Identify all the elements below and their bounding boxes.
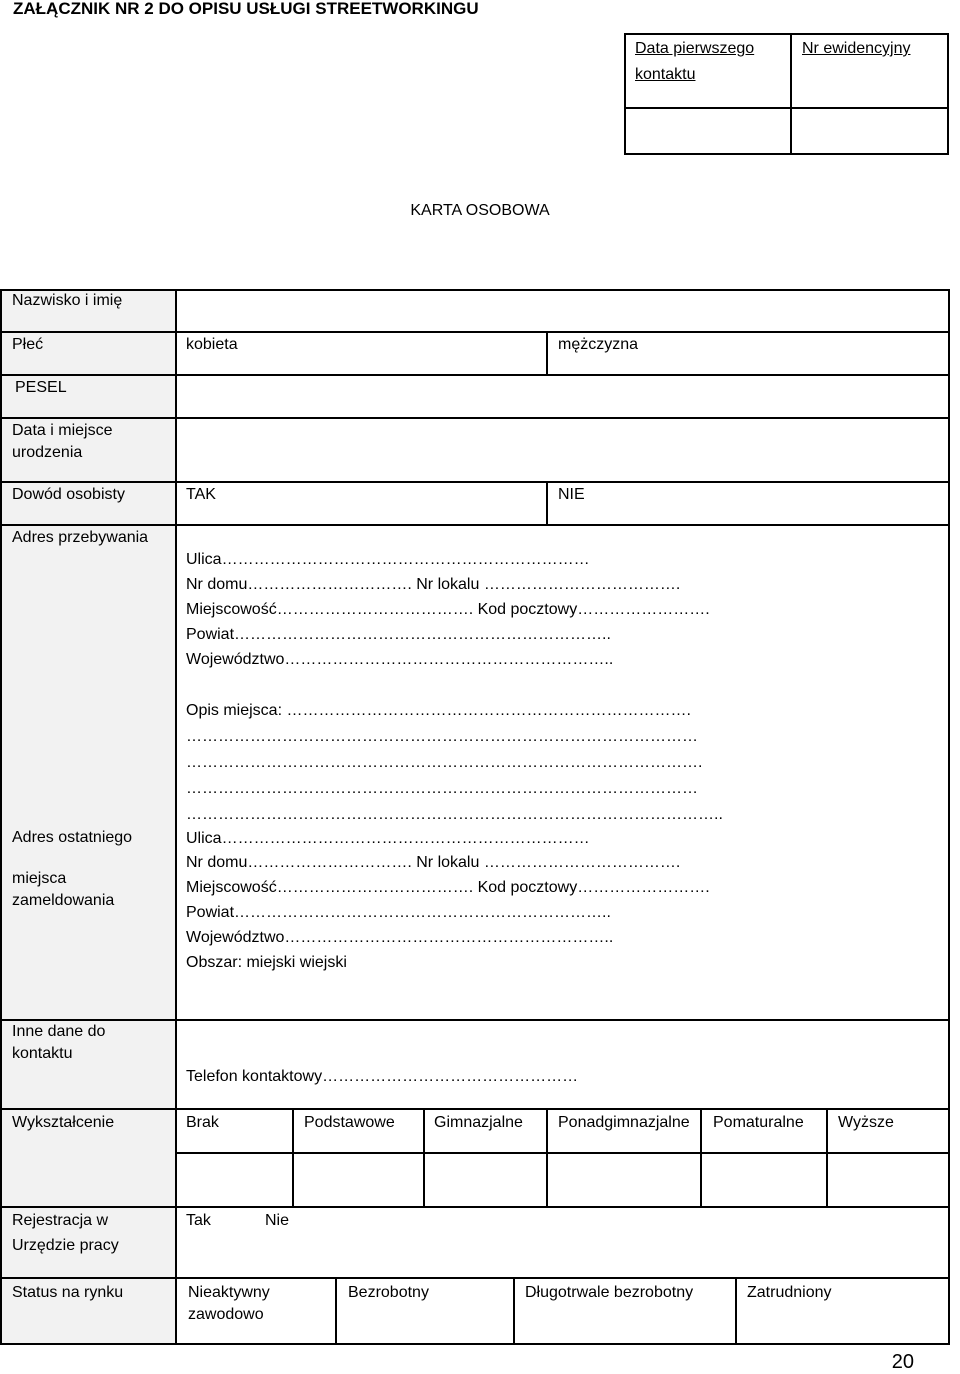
stay-address-label: Adres przebywania (12, 529, 149, 546)
education-option[interactable]: Brak (186, 1114, 219, 1131)
birth-label-2: urodzenia (12, 444, 83, 461)
registration-label-2: Urzędzie pracy (12, 1237, 119, 1254)
contact-label: Inne dane do (12, 1023, 106, 1040)
registration-label: Rejestracja w (12, 1212, 109, 1229)
status-label: Status na rynku (12, 1284, 124, 1301)
last-address-label-2: miejsca (12, 870, 67, 887)
education-option[interactable]: Wyższe (838, 1114, 894, 1131)
document-title: ZAŁĄCZNIK NR 2 DO OPISU USŁUGI STREETWORKINGU (13, 0, 479, 18)
registration-no[interactable]: Nie (265, 1212, 290, 1229)
place-desc-line: ……………………………………………………………………………………. (186, 754, 703, 771)
card-title: KARTA OSOBOWA (410, 202, 550, 219)
place-desc-line: ……………………………………………………………………………………….. (186, 806, 723, 823)
id-card-yes[interactable]: TAK (186, 486, 216, 503)
status-unemployed[interactable]: Bezrobotny (348, 1284, 429, 1301)
id-card-no[interactable]: NIE (558, 486, 585, 503)
city-line: Miejscowość………………………………. Kod pocztowy……………………. (186, 601, 710, 618)
county-line: Powiat…………………………………………………………….. (186, 904, 611, 921)
place-desc-line: Opis miejsca: …………………………………………………………………. (186, 702, 691, 719)
pesel-field[interactable] (177, 376, 948, 417)
education-option[interactable]: Pomaturalne (713, 1114, 804, 1131)
birth-label: Data i miejsce (12, 422, 113, 439)
education-option[interactable]: Ponadgimnazjalne (558, 1114, 690, 1131)
first-contact-label-2: kontaktu (635, 66, 696, 83)
education-option[interactable]: Gimnazjalne (434, 1114, 523, 1131)
status-employed[interactable]: Zatrudniony (747, 1284, 832, 1301)
birth-field[interactable] (177, 419, 948, 481)
contact-label-2: kontaktu (12, 1045, 73, 1062)
last-address-label-3: zameldowania (12, 892, 115, 909)
place-desc-line: …………………………………………………………………………………… (186, 780, 698, 797)
house-line: Nr domu…………………………. Nr lokalu ………………………………. (186, 854, 681, 871)
sex-option-female[interactable]: kobieta (186, 336, 238, 353)
pesel-label: PESEL (15, 379, 67, 396)
id-card-label: Dowód osobisty (12, 486, 125, 503)
phone-line[interactable]: Telefon kontaktowy………………………………………… (186, 1068, 579, 1085)
name-label: Nazwisko i imię (12, 292, 123, 309)
registry-number-label: Nr ewidencyjny (802, 40, 911, 57)
house-line: Nr domu…………………………. Nr lokalu ………………………………. (186, 576, 681, 593)
status-inactive-2: zawodowo (188, 1306, 264, 1323)
area-line: Obszar: miejski wiejski (186, 954, 347, 971)
registry-number-field[interactable] (792, 109, 947, 153)
education-label: Wykształcenie (12, 1114, 115, 1131)
last-address-label: Adres ostatniego (12, 829, 133, 846)
county-line: Powiat…………………………………………………………….. (186, 626, 611, 643)
page-number: 20 (891, 1351, 914, 1373)
registration-yes[interactable]: Tak (186, 1212, 211, 1229)
street-line: Ulica…………………………………………………………… (186, 830, 590, 847)
status-inactive[interactable]: Nieaktywny (188, 1284, 270, 1301)
first-contact-field[interactable] (626, 109, 790, 153)
education-option[interactable]: Podstawowe (304, 1114, 395, 1131)
voivodeship-line: Województwo…………………………………………………….. (186, 929, 614, 946)
first-contact-label: Data pierwszego (635, 40, 755, 57)
sex-option-male[interactable]: mężczyzna (558, 336, 639, 353)
street-line: Ulica…………………………………………………………… (186, 551, 590, 568)
voivodeship-line: Województwo…………………………………………………….. (186, 651, 614, 668)
place-desc-line: …………………………………………………………………………………… (186, 728, 698, 745)
sex-label: Płeć (12, 336, 44, 353)
status-long-unemployed[interactable]: Długotrwale bezrobotny (525, 1284, 694, 1301)
city-line: Miejscowość………………………………. Kod pocztowy……………………. (186, 879, 710, 896)
name-field[interactable] (177, 291, 948, 331)
